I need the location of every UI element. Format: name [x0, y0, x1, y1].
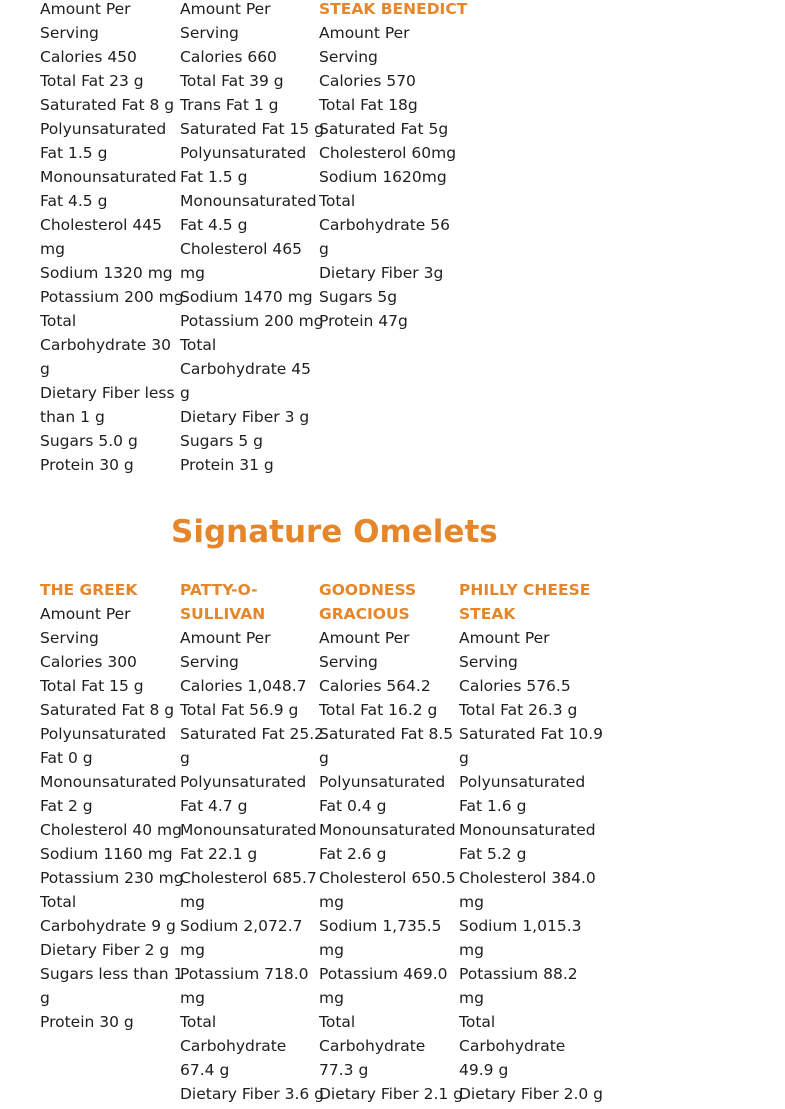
nutrition-line: Cholesterol 445 — [40, 216, 162, 234]
nutrition-line: Polyunsaturated — [40, 120, 167, 138]
nutrition-line: Cholesterol 60mg — [319, 144, 457, 162]
nutrition-line: Serving — [319, 653, 378, 671]
nutrition-line: Total — [180, 1013, 217, 1031]
nutrition-line: Potassium 718.0 — [180, 965, 309, 983]
nutrition-line: Total — [319, 192, 356, 210]
nutrition-line: Total Fat 16.2 g — [319, 701, 438, 719]
nutrition-line: Amount Per — [459, 629, 550, 647]
nutrition-line: Amount Per — [180, 629, 271, 647]
nutrition-line: g — [459, 749, 469, 767]
nutrition-line: Fat 2.6 g — [319, 845, 387, 863]
section-title-signature-omelets: Signature Omelets — [171, 514, 498, 550]
nutrition-line: Carbohydrate — [180, 1037, 287, 1055]
nutrition-line: mg — [319, 941, 344, 959]
nutrition-line: 77.3 g — [319, 1061, 369, 1079]
nutrition-column-the-greek — [40, 578, 184, 1034]
nutrition-line: Monounsaturated — [180, 821, 317, 839]
item-name-heading: PATTY-O- — [180, 581, 258, 599]
nutrition-line: Serving — [459, 653, 518, 671]
nutrition-line: Sugars less than 1 — [40, 965, 184, 983]
nutrition-line: Carbohydrate 56 — [319, 216, 450, 234]
nutrition-line: Total — [180, 336, 217, 354]
nutrition-column-goodness-gracious — [319, 578, 464, 1106]
nutrition-line: Sodium 1,015.3 — [459, 917, 582, 935]
nutrition-line: g — [40, 360, 50, 378]
nutrition-line: Calories 660 — [180, 48, 277, 66]
nutrition-line: Fat 22.1 g — [180, 845, 258, 863]
nutrition-line: Calories 564.2 — [319, 677, 431, 695]
nutrition-line: Saturated Fat 15 g — [180, 120, 324, 138]
nutrition-line: Amount Per — [319, 629, 410, 647]
nutrition-line: g — [40, 989, 50, 1007]
item-name-heading: STEAK — [459, 605, 516, 623]
nutrition-line: mg — [40, 240, 65, 258]
nutrition-line: Fat 0 g — [40, 749, 93, 767]
nutrition-line: Sodium 2,072.7 — [180, 917, 303, 935]
nutrition-line: Potassium 200 mg — [40, 288, 184, 306]
nutrition-line: Cholesterol 384.0 — [459, 869, 596, 887]
nutrition-line: mg — [319, 893, 344, 911]
nutrition-line: Carbohydrate — [459, 1037, 566, 1055]
nutrition-line: Total Fat 15 g — [40, 677, 144, 695]
nutrition-line: mg — [459, 893, 484, 911]
nutrition-line: Monounsaturated — [40, 773, 177, 791]
nutrition-line: Total Fat 23 g — [40, 72, 144, 90]
nutrition-line: mg — [180, 989, 205, 1007]
item-name-heading: PHILLY CHEESE — [459, 581, 591, 599]
nutrition-line: Saturated Fat 10.9 — [459, 725, 603, 743]
nutrition-line: Dietary Fiber 3 g — [180, 408, 310, 426]
nutrition-line: Potassium 200 mg — [180, 312, 324, 330]
nutrition-line: Fat 0.4 g — [319, 797, 387, 815]
nutrition-column — [40, 0, 184, 477]
nutrition-line: Total Fat 26.3 g — [459, 701, 578, 719]
nutrition-line: Fat 1.6 g — [459, 797, 527, 815]
nutrition-line: Saturated Fat 5g — [319, 120, 449, 138]
nutrition-line: Protein 31 g — [180, 456, 274, 474]
nutrition-line: Monounsaturated — [319, 821, 456, 839]
nutrition-line: Dietary Fiber less — [40, 384, 175, 402]
nutrition-line: Carbohydrate 30 — [40, 336, 171, 354]
nutrition-column-steak-benedict — [319, 0, 468, 333]
nutrition-column-patty-o-sullivan — [180, 578, 325, 1106]
nutrition-line: Cholesterol 465 — [180, 240, 302, 258]
nutrition-line: Protein 30 g — [40, 1013, 134, 1031]
nutrition-line: Calories 300 — [40, 653, 137, 671]
nutrition-line: Polyunsaturated — [180, 773, 307, 791]
nutrition-line: g — [180, 749, 190, 767]
nutrition-line: Serving — [319, 48, 378, 66]
nutrition-line: Sodium 1160 mg — [40, 845, 173, 863]
nutrition-line: Cholesterol 40 mg — [40, 821, 182, 839]
nutrition-line: mg — [459, 989, 484, 1007]
nutrition-line: Polyunsaturated — [40, 725, 167, 743]
nutrition-line: Protein 30 g — [40, 456, 134, 474]
nutrition-line: Amount Per — [40, 605, 131, 623]
nutrition-line: Total — [319, 1013, 356, 1031]
nutrition-line: Sugars 5 g — [180, 432, 264, 450]
nutrition-line: Calories 576.5 — [459, 677, 571, 695]
nutrition-column-philly-cheese-steak — [459, 578, 604, 1106]
nutrition-line: Amount Per — [319, 24, 410, 42]
nutrition-line: mg — [180, 264, 205, 282]
nutrition-line: Polyunsaturated — [459, 773, 586, 791]
nutrition-line: g — [180, 384, 190, 402]
nutrition-line: mg — [459, 941, 484, 959]
nutrition-line: g — [319, 240, 329, 258]
nutrition-line: Serving — [180, 24, 239, 42]
item-name-heading: SULLIVAN — [180, 605, 266, 623]
nutrition-line: Sugars 5.0 g — [40, 432, 138, 450]
nutrition-line: Dietary Fiber 2.0 g — [459, 1085, 604, 1103]
nutrition-line: Cholesterol 685.7 — [180, 869, 317, 887]
nutrition-line: Saturated Fat 8 g — [40, 96, 175, 114]
nutrition-line: 49.9 g — [459, 1061, 509, 1079]
nutrition-line: Serving — [40, 629, 99, 647]
nutrition-line: Total — [40, 893, 77, 911]
nutrition-line: Total Fat 39 g — [180, 72, 284, 90]
nutrition-line: Dietary Fiber 2.1 g — [319, 1085, 464, 1103]
nutrition-line: Serving — [40, 24, 99, 42]
nutrition-line: Calories 570 — [319, 72, 416, 90]
nutrition-line: Sodium 1620mg — [319, 168, 447, 186]
nutrition-line: Polyunsaturated — [180, 144, 307, 162]
nutrition-line: Fat 1.5 g — [180, 168, 248, 186]
nutrition-line: Total — [459, 1013, 496, 1031]
nutrition-line: Sodium 1320 mg — [40, 264, 173, 282]
nutrition-line: mg — [180, 941, 205, 959]
nutrition-line: Sodium 1470 mg — [180, 288, 313, 306]
nutrition-line: Dietary Fiber 2 g — [40, 941, 170, 959]
nutrition-line: Sodium 1,735.5 — [319, 917, 442, 935]
nutrition-line: Fat 4.5 g — [180, 216, 248, 234]
item-name-heading: GOODNESS — [319, 581, 417, 599]
nutrition-line: Dietary Fiber 3.6 g — [180, 1085, 325, 1103]
nutrition-line: Sugars 5g — [319, 288, 398, 306]
nutrition-line: Monounsaturated — [459, 821, 596, 839]
nutrition-line: Saturated Fat 25.2 — [180, 725, 324, 743]
nutrition-line: Monounsaturated — [40, 168, 177, 186]
nutrition-line: Calories 1,048.7 — [180, 677, 307, 695]
nutrition-line: Calories 450 — [40, 48, 137, 66]
nutrition-line: Potassium 230 mg — [40, 869, 184, 887]
nutrition-line: Monounsaturated — [180, 192, 317, 210]
nutrition-line: g — [319, 749, 329, 767]
nutrition-line: Fat 5.2 g — [459, 845, 527, 863]
nutrition-line: Potassium 88.2 — [459, 965, 578, 983]
item-name-heading: STEAK BENEDICT — [319, 0, 468, 18]
nutrition-line: Fat 1.5 g — [40, 144, 108, 162]
nutrition-line: Polyunsaturated — [319, 773, 446, 791]
nutrition-line: Total — [40, 312, 77, 330]
nutrition-line: Total Fat 56.9 g — [180, 701, 299, 719]
nutrition-line: Dietary Fiber 3g — [319, 264, 444, 282]
nutrition-line: Total Fat 18g — [319, 96, 418, 114]
item-name-heading: THE GREEK — [40, 581, 138, 599]
nutrition-line: Carbohydrate — [319, 1037, 426, 1055]
nutrition-line: Carbohydrate 9 g — [40, 917, 176, 935]
item-name-heading: GRACIOUS — [319, 605, 410, 623]
nutrition-line: Serving — [180, 653, 239, 671]
nutrition-line: Potassium 469.0 — [319, 965, 448, 983]
nutrition-line: Carbohydrate 45 — [180, 360, 311, 378]
nutrition-line: Amount Per — [40, 0, 131, 18]
nutrition-line: Fat 4.7 g — [180, 797, 248, 815]
nutrition-line: mg — [180, 893, 205, 911]
nutrition-line: Cholesterol 650.5 — [319, 869, 456, 887]
nutrition-line: than 1 g — [40, 408, 105, 426]
nutrition-line: Saturated Fat 8 g — [40, 701, 175, 719]
nutrition-line: Trans Fat 1 g — [180, 96, 279, 114]
nutrition-line: Fat 4.5 g — [40, 192, 108, 210]
nutrition-line: mg — [319, 989, 344, 1007]
nutrition-line: Saturated Fat 8.5 — [319, 725, 454, 743]
nutrition-line: Fat 2 g — [40, 797, 93, 815]
nutrition-line: 67.4 g — [180, 1061, 230, 1079]
nutrition-line: Protein 47g — [319, 312, 408, 330]
nutrition-column — [180, 0, 324, 477]
nutrition-line: Amount Per — [180, 0, 271, 18]
